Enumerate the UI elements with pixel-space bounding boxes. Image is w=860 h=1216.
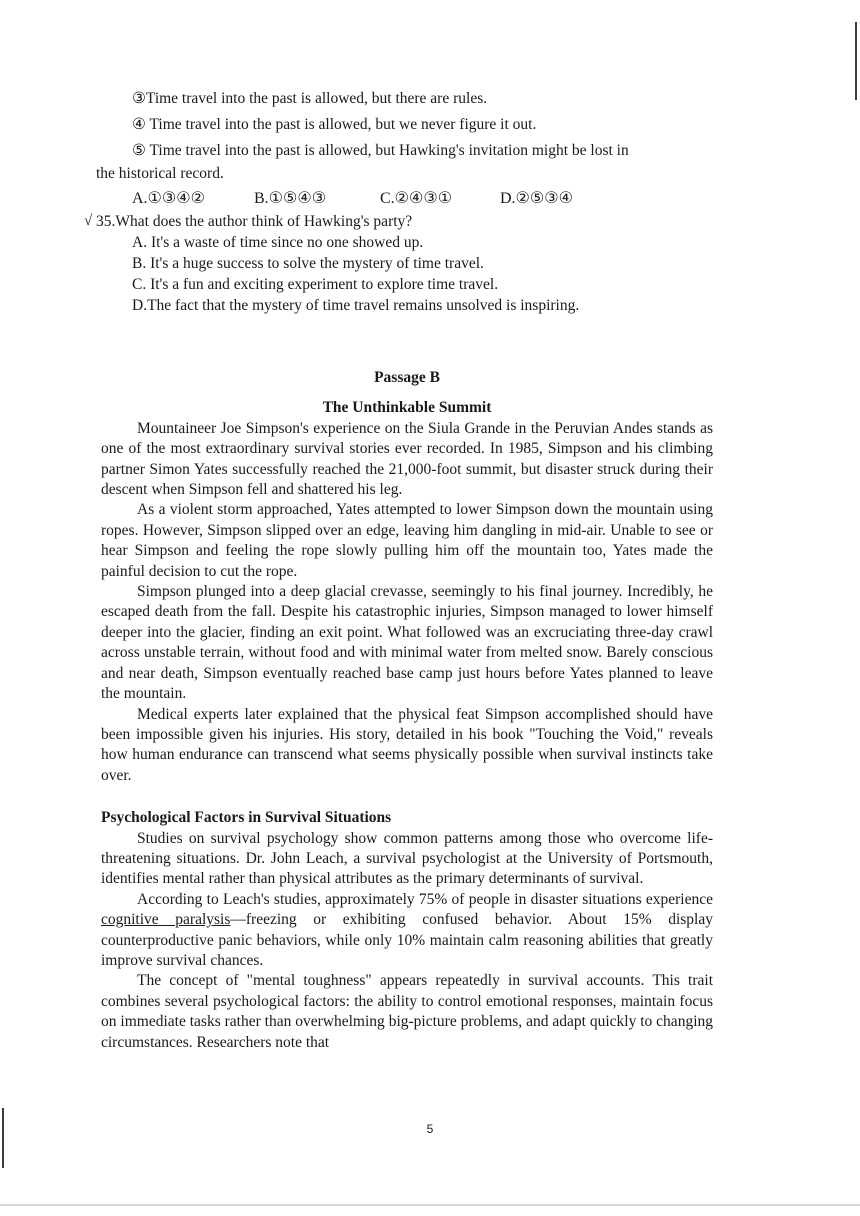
q34-option-a: A.①③④② — [132, 190, 205, 207]
question-35-stem: 35.What does the author think of Hawking's party? — [96, 213, 413, 230]
question-35-options — [96, 232, 736, 316]
scan-edge-mark-right — [855, 22, 857, 100]
scan-edge-line-bottom — [0, 1204, 860, 1206]
passage-label: Passage B — [374, 369, 440, 386]
q35-option-d: D.The fact that the mystery of time travel remains unsolved is inspiring. — [132, 297, 580, 314]
statement-3: ③Time travel into the past is allowed, but there are rules. — [132, 90, 488, 107]
q34-option-c: C.②④③① — [380, 190, 453, 207]
section-heading: Psychological Factors in Survival Situations — [101, 809, 392, 827]
q34-option-b: B.①⑤④③ — [254, 190, 327, 207]
statement-5: ⑤ Time travel into the past is allowed, but Hawking's invitation might be lost in — [132, 142, 629, 159]
paragraph-text-before: According to Leach's studies, approximately 75% of people in disaster situations experience — [137, 890, 713, 908]
statement-5-continued: the historical record. — [96, 165, 224, 182]
section-paragraph: The concept of "mental toughness" appears repeatedly in survival accounts. This trait combines several psychological factors: the ability to control emotional responses, maintain focus on immediate tasks rather than overwhelming big-picture problems, and adapt quickly to changing circumstances. Researchers note that — [101, 972, 713, 1051]
paragraph-text-after: —freezing or exhibiting confused behavior. About 15% display counterproductive panic behaviors, while only 10% maintain calm reasoning abilities that greatly improve survival chances. — [101, 911, 713, 969]
question-35 — [84, 211, 736, 316]
passage-paragraph: Medical experts later explained that the physical feat Simpson accomplished should have been impossible given his injuries. His story, detailed in his book "Touching the Void," reveals how human endurance can transcend what seems physically possible when survival instincts take over. — [101, 705, 713, 784]
page-number: 5 — [426, 1122, 434, 1136]
passage-b — [101, 368, 713, 1053]
passage-paragraph: Simpson plunged into a deep glacial crevasse, seemingly to his final journey. Incredibly, he escaped death from the fall. Despite his catastrophic injuries, Simpson managed to lower himself deeper into the glacier, finding an exit point. What followed was an excruciating three-day crawl across unstable terrain, without food and with minimal water from melted snow. Barely conscious and near death, Simpson eventually reached base camp just hours before Yates planned to leave the mountain. — [101, 583, 713, 703]
question-block — [84, 88, 736, 316]
q35-option-a: A. It's a waste of time since no one showed up. — [132, 234, 424, 251]
passage-paragraph: As a violent storm approached, Yates attempted to lower Simpson down the mountain using ropes. However, Simpson slipped over an edge, leaving him dangling in mid-air. Unable to see or hear Simpson and feeling the rope slowly pulling him off the mountain too, Yates made the painful decision to cut the rope. — [101, 501, 713, 580]
passage-title: The Unthinkable Summit — [322, 399, 492, 417]
scan-edge-mark-left — [2, 1108, 4, 1168]
section-paragraph: Studies on survival psychology show common patterns among those who overcome life-threatening situations. Dr. John Leach, a survival psychologist at the University of Portsmouth, identifies mental rather than physical attributes as the primary determinants of survival. — [101, 829, 713, 888]
underlined-phrase: cognitive paralysis — [101, 911, 231, 929]
section-paragraph-with-underline — [101, 890, 713, 972]
statement-4: ④ Time travel into the past is allowed, but we never figure it out. — [132, 116, 537, 133]
q34-option-d: D.②⑤③④ — [500, 190, 573, 207]
q35-option-b: B. It's a huge success to solve the mystery of time travel. — [132, 255, 484, 272]
handwritten-check-mark: √ — [84, 213, 93, 229]
passage-paragraph: Mountaineer Joe Simpson's experience on the Siula Grande in the Peruvian Andes stands as one of the most extraordinary survival stories ever recorded. In 1985, Simpson and his climbing partner Simon Yates successfully reached the 21,000-foot summit, but disaster struck during their descent when Simpson fell and shattered his leg. — [101, 419, 713, 499]
question-34-options — [96, 188, 736, 209]
q35-option-c: C. It's a fun and exciting experiment to explore time travel. — [132, 276, 499, 293]
